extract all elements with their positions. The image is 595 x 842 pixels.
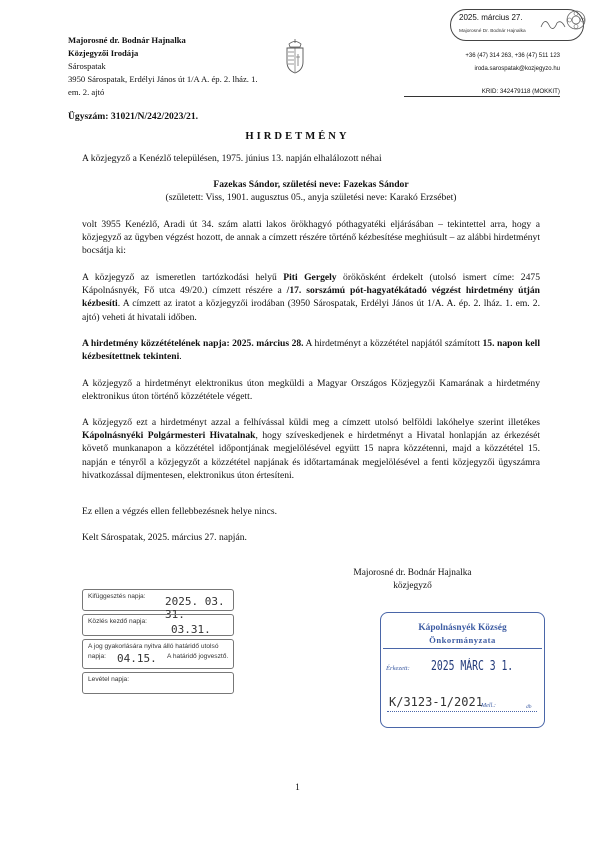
deadline-label-b: napja: [88, 653, 106, 660]
office-address-line2: em. 2. ajtó [68, 87, 105, 97]
publication-text: A hirdetményt a közzététel napjától számított [303, 338, 483, 349]
contact-info [420, 50, 560, 76]
office-type: Közjegyzői Irodája [68, 48, 139, 58]
delivery-text-c: . A címzett az iratot a közjegyzői irodában (3950 Sárospatak, Erdélyi János út 1/A. A. ép. 2. lház. 1. em. 2. ajtó) veheti át hivatali időben. [82, 298, 540, 323]
notice-start-box [82, 614, 234, 636]
document-title: HIRDETMÉNY [245, 131, 350, 142]
received-label: Érkezett: [386, 665, 410, 672]
municipal-office: Kápolnásnyéki Polgármesteri Hivatalnak [82, 430, 256, 442]
notice-start-label: Közlés kezdő napja: [88, 618, 148, 625]
deemed-delivered: 15. napon kell kézbesítettnek tekinteni [82, 338, 541, 363]
attachments-label: Mell.: [481, 702, 496, 709]
paragraph-no-appeal: Ez ellen a végzés ellen fellebbezésnek helye nincs. [82, 506, 277, 517]
removal-date-label: Levétel napja: [88, 676, 130, 683]
request-text-a: A közjegyző ezt a hirdetményt azzal a felhívással küldi meg a címzett utolsó belföldi lakóhelye szerint illetékes [82, 417, 540, 428]
case-number: Ügyszám: 31021/N/242/2023/21. [68, 111, 199, 122]
paragraph-delivery [82, 271, 540, 324]
office-name: Majorosné dr. Bodnár Hajnalka [68, 35, 186, 45]
request-text-b: , hogy szíveskedjenek e hirdetményt a Hivatal honlapján az érkezését követő munkanapon a közzététel időpontjának megjelölésével együtt 15 napra közzétenni, majd a közzététel 15. napján e tényről a közjegyzőt a közzététel napjának és időtartamának megjelölésével a fenti közjegyzői ügyszámra hivatkozással díjmentesen, elektronikus úton értesíteni. [82, 430, 540, 481]
office-header [68, 34, 258, 99]
coat-of-arms-icon [282, 38, 308, 74]
municipality-name: Kápolnásnyék Község [418, 623, 507, 633]
signer-name: Majorosné dr. Bodnár Hajnalka [353, 568, 472, 578]
office-city: Sárospatak [68, 61, 106, 71]
delivery-text-b: örökösként érdekelt (utolsó ismert címe: 2475 Kápolnásnyék, Fő utca 49/20.) címzett részére a [82, 272, 540, 297]
krid-number: KRID: 342479118 (MOKKIT) [481, 88, 560, 95]
deadline-box [82, 639, 234, 669]
paragraph-procedure: volt 3955 Kenézlő, Aradi út 34. szám alatti lakos örökhagyó póthagyatéki eljárásában – tekintettel arra, hogy a közjegyző az ügyben végzést hozott, de annak a címzett részére történő kézbesítése meghiúsult – az alábbi hirdetményt bocsátja ki: [82, 219, 540, 257]
stamp-signer: Majorosné Dr. Bodnár Hajnalka [459, 29, 526, 34]
count-label: db [526, 704, 532, 710]
page-number: 1 [295, 783, 300, 793]
phone-numbers: +36 (47) 314 263, +36 (47) 511 123 [465, 53, 560, 59]
paragraph-intro: A közjegyző a Kenézlő településen, 1975. június 13. napján elhalálozott néhai [82, 153, 382, 164]
notary-ornament-icon [566, 10, 586, 30]
stamp-divider [383, 648, 542, 649]
notice-start-value: 03.31. [171, 623, 211, 636]
deceased-details: (született: Viss, 1901. augusztus 05., anyja születési neve: Karakó Erzsébet) [165, 192, 457, 203]
paragraph-request [82, 416, 540, 482]
paragraph-dated: Kelt Sárospatak, 2025. március 27. napján. [82, 532, 247, 543]
posting-date-label: Kifüggesztés napja: [88, 593, 146, 600]
registration-number: K/3123-1/2021 [389, 695, 483, 709]
delivery-text-a: A közjegyző az ismeretlen tartózkodási helyű [82, 272, 284, 283]
electronic-signature-stamp [450, 9, 584, 41]
deadline-label-a: A jog gyakorlására nyitva álló határidő utolsó [88, 643, 219, 650]
received-stamp [380, 612, 545, 728]
received-date: 2025 MÁRC 3 1. [431, 659, 514, 674]
municipality-type: Önkormányzata [429, 635, 496, 645]
posting-date-box [82, 589, 234, 621]
paragraph-publication [82, 337, 540, 363]
publication-period: . [179, 351, 182, 363]
paragraph-chamber: A közjegyző a hirdetményt elektronikus úton megküldi a Magyar Országos Közjegyzői Kamarának a hirdetmény elektronikus úton történő közzététele végett. [82, 378, 540, 403]
recipient-name: Piti Gergely [283, 272, 337, 283]
signer-role: közjegyző [393, 581, 432, 591]
email-address: iroda.sarospatak@kozjegyzo.hu [474, 66, 560, 72]
deceased-name: Fazekas Sándor, születési neve: Fazekas Sándor [213, 179, 409, 190]
deadline-value: 04.15. [117, 652, 157, 665]
posting-date-value: 2025. 03. 31. [165, 595, 225, 621]
signature-scribble-icon [539, 15, 567, 33]
signature-block [340, 567, 485, 593]
publication-date: A hirdetmény közzétételének napja: 2025. március 28. [82, 338, 304, 349]
stamp-underline [387, 711, 537, 712]
removal-date-box [82, 672, 234, 694]
header-divider [404, 96, 560, 97]
delivered-document: /17. sorszámú pót-hagyatékátadó végzést hirdetmény útján kézbesíti [82, 285, 540, 310]
office-address-line1: 3950 Sárospatak, Erdélyi János út 1/A A. ép. 2. lház. 1. [68, 74, 258, 84]
deadline-note: A határidő jogvesztő. [167, 653, 229, 660]
stamp-date: 2025. március 27. [459, 13, 523, 22]
